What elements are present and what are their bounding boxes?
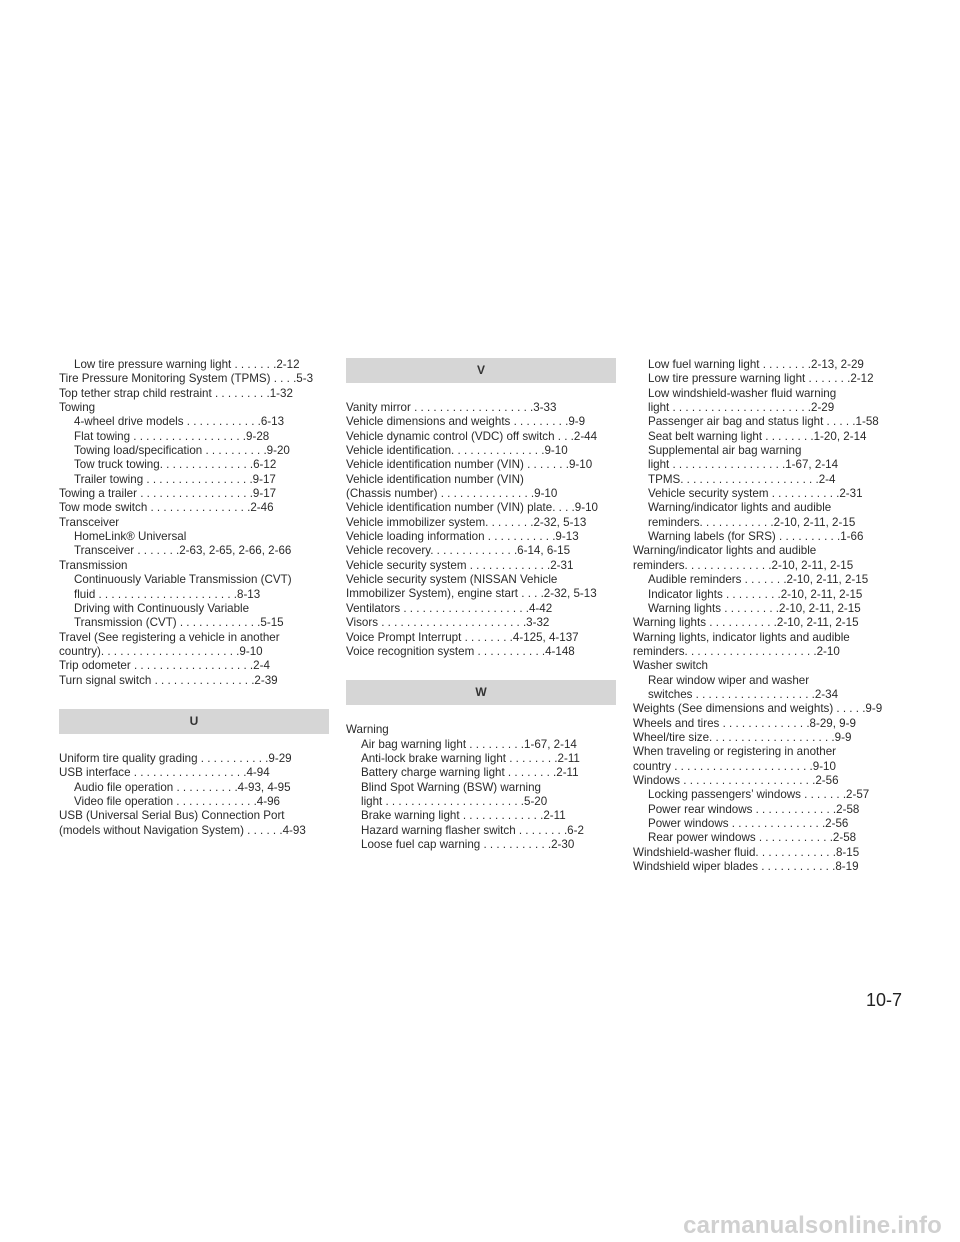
index-subentry: Power windows . . . . . . . . . . . . . . .2-56	[648, 817, 849, 830]
index-subentry: 4-wheel drive models . . . . . . . . . . . .6-13	[74, 415, 285, 429]
index-entry: Vehicle identification number (VIN)	[346, 472, 524, 486]
index-entry: Towing a trailer . . . . . . . . . . . . . . . . . .9-17	[59, 487, 277, 501]
index-subentry: Seat belt warning light . . . . . . . .1-20, 2-14	[648, 429, 867, 443]
index-subentry: Low windshield-washer fluid warning	[648, 386, 837, 400]
index-entry: Towing	[59, 401, 96, 415]
index-entry: Tow mode switch . . . . . . . . . . . . . . . .2-46	[59, 501, 274, 515]
index-entry: Vehicle identification. . . . . . . . . . . . . . .9-10	[346, 444, 568, 458]
watermark-text: carmanualsonline.info	[683, 1212, 942, 1239]
index-entry: Ventilators . . . . . . . . . . . . . . . . . . . .4-42	[346, 601, 553, 615]
index-entry: Windshield wiper blades . . . . . . . . . . . .8-19	[633, 860, 859, 874]
index-entry: Washer switch	[633, 659, 708, 673]
index-subentry: Video file operation . . . . . . . . . . . . .4-96	[74, 794, 281, 808]
index-entry: Warning lights . . . . . . . . . . .2-10, 2-11, 2-15	[633, 616, 859, 630]
index-subentry: Power rear windows . . . . . . . . . . . . .2-58	[648, 802, 860, 816]
index-entry: Vehicle dimensions and weights . . . . . . . . .9-9	[346, 415, 586, 429]
index-entry: Wheels and tires . . . . . . . . . . . . . .8-29, 9-9	[633, 716, 856, 730]
index-column-1	[59, 358, 329, 838]
index-subentry: Blind Spot Warning (BSW) warning	[361, 780, 541, 794]
index-entry: country). . . . . . . . . . . . . . . . . . . . . .9-10	[59, 644, 263, 658]
index-subentry: light . . . . . . . . . . . . . . . . . .1-67, 2-14	[648, 458, 839, 472]
index-entry: Trip odometer . . . . . . . . . . . . . . . . . . .2-4	[59, 659, 270, 673]
index-subentry: TPMS. . . . . . . . . . . . . . . . . . . . . .2-4	[648, 472, 836, 486]
index-column-2	[346, 358, 616, 852]
index-entry: Weights (See dimensions and weights) . . . . .9-9	[633, 702, 883, 716]
index-entry: Immobilizer System), engine start . . . .2-32, 5-13	[346, 587, 597, 601]
section-header-w: W	[346, 680, 616, 705]
index-entry: Vehicle loading information . . . . . . . . . . .9-13	[346, 530, 579, 544]
index-subentry: Tow truck towing. . . . . . . . . . . . . . .6-12	[74, 458, 277, 472]
index-subentry: Audio file operation . . . . . . . . . .4-93, 4-95	[74, 780, 291, 794]
section-header-u: U	[59, 709, 329, 734]
index-subentry: Low tire pressure warning light . . . . . . .2-12	[74, 358, 300, 371]
index-subentry: Low fuel warning light . . . . . . . .2-13, 2-29	[648, 358, 864, 371]
index-subentry: fluid . . . . . . . . . . . . . . . . . . . . . .8-13	[74, 587, 261, 601]
index-subentry: Trailer towing . . . . . . . . . . . . . . . . .9-17	[74, 472, 276, 486]
index-entry: Vehicle recovery. . . . . . . . . . . . . .6-14, 6-15	[346, 544, 571, 558]
index-entry: Vehicle dynamic control (VDC) off switch . . .2-44	[346, 429, 598, 443]
index-entry: Wheel/tire size. . . . . . . . . . . . . . . . . . . .9-9	[633, 730, 852, 744]
index-subentry: Warning labels (for SRS) . . . . . . . . . .1-66	[648, 530, 864, 544]
index-entry: (models without Navigation System) . . . . . .4-93	[59, 823, 306, 837]
index-subentry: Hazard warning flasher switch . . . . . . . .6-2	[361, 823, 584, 837]
index-entry: Top tether strap child restraint . . . . . . . . .1-32	[59, 386, 293, 400]
index-subentry: Audible reminders . . . . . . .2-10, 2-11, 2-15	[648, 573, 869, 587]
index-entry: Tire Pressure Monitoring System (TPMS) . . . .5-3	[59, 372, 314, 386]
index-subentry: Rear window wiper and washer	[648, 673, 810, 687]
index-entry: Uniform tire quality grading . . . . . . . . . . .9-29	[59, 751, 292, 765]
index-entry: country . . . . . . . . . . . . . . . . . . . . . .9-10	[633, 759, 836, 773]
index-subentry: Anti-lock brake warning light . . . . . . . .2-11	[361, 751, 580, 765]
index-entry: Visors . . . . . . . . . . . . . . . . . . . . . . .3-32	[346, 616, 550, 630]
index-subentry: Supplemental air bag warning	[648, 444, 802, 458]
index-subentry: reminders. . . . . . . . . . . .2-10, 2-11, 2-15	[648, 515, 856, 529]
section-header-v: V	[346, 358, 616, 383]
index-subentry: Rear power windows . . . . . . . . . . . .2-58	[648, 831, 857, 845]
index-subentry: Indicator lights . . . . . . . . .2-10, 2-11, 2-15	[648, 587, 863, 601]
index-subentry: Continuously Variable Transmission (CVT)	[74, 573, 292, 587]
index-entry: reminders. . . . . . . . . . . . . . . . . . . . .2-10	[633, 644, 840, 658]
index-subentry: Towing load/specification . . . . . . . . . .9-20	[74, 444, 290, 458]
index-entry: Vehicle identification number (VIN) . . . . . . .9-10	[346, 458, 593, 472]
index-entry: When traveling or registering in another	[633, 745, 836, 759]
index-entry: Voice recognition system . . . . . . . . . . .4-148	[346, 644, 575, 658]
index-entry: Windshield-washer fluid. . . . . . . . . . . . .8-15	[633, 845, 860, 859]
index-entry: Vehicle immobilizer system. . . . . . . .2-32, 5-13	[346, 515, 587, 529]
index-subentry: Low tire pressure warning light . . . . . . .2-12	[648, 372, 874, 386]
index-subentry: Air bag warning light . . . . . . . . .1-67, 2-14	[361, 737, 577, 751]
index-subentry: Warning/indicator lights and audible	[648, 501, 832, 515]
index-subentry: Brake warning light . . . . . . . . . . . . .2-11	[361, 809, 566, 823]
index-column-3	[633, 358, 903, 874]
index-subentry: Locking passengers’ windows . . . . . . .2-57	[648, 788, 870, 802]
index-entry: Vehicle security system . . . . . . . . . . . . .2-31	[346, 558, 574, 572]
index-entry: Vanity mirror . . . . . . . . . . . . . . . . . . .3-33	[346, 401, 557, 414]
index-subentry: light . . . . . . . . . . . . . . . . . . . . . .2-29	[648, 401, 835, 415]
index-subentry: HomeLink® Universal	[74, 530, 187, 544]
index-entry: Turn signal switch . . . . . . . . . . . . . . . .2-39	[59, 673, 278, 687]
index-subentry: Transmission (CVT) . . . . . . . . . . . . .5-15	[74, 616, 284, 630]
index-entry: Warning lights, indicator lights and audible	[633, 630, 850, 644]
index-entry: Windows . . . . . . . . . . . . . . . . . . . . .2-56	[633, 773, 839, 787]
index-subentry: switches . . . . . . . . . . . . . . . . . . .2-34	[648, 687, 839, 701]
page-number: 10-7	[865, 990, 902, 1010]
index-subentry: Vehicle security system . . . . . . . . . . .2-31	[648, 487, 863, 501]
index-subentry: Battery charge warning light . . . . . . . .2-11	[361, 766, 579, 780]
index-entry: Warning/indicator lights and audible	[633, 544, 817, 558]
index-subentry: Transceiver . . . . . . .2-63, 2-65, 2-66, 2-66	[74, 544, 292, 558]
index-subentry: Driving with Continuously Variable	[74, 601, 250, 615]
index-entry: reminders. . . . . . . . . . . . . .2-10, 2-11, 2-15	[633, 558, 854, 572]
index-entry: Vehicle identification number (VIN) plate. . . .9-10	[346, 501, 598, 515]
index-entry: Vehicle security system (NISSAN Vehicle	[346, 573, 558, 587]
index-entry: Travel (See registering a vehicle in another	[59, 630, 280, 644]
index-entry: USB (Universal Serial Bus) Connection Port	[59, 809, 285, 823]
index-subentry: Warning lights . . . . . . . . .2-10, 2-11, 2-15	[648, 601, 861, 615]
index-entry: Voice Prompt Interrupt . . . . . . . .4-125, 4-137	[346, 630, 579, 644]
index-subentry: light . . . . . . . . . . . . . . . . . . . . . .5-20	[361, 794, 548, 808]
index-subentry: Passenger air bag and status light . . . . .1-58	[648, 415, 879, 429]
index-entry: Transceiver	[59, 515, 120, 529]
index-entry: Transmission	[59, 558, 128, 572]
index-entry: USB interface . . . . . . . . . . . . . . . . . .4-94	[59, 766, 270, 780]
index-entry: (Chassis number) . . . . . . . . . . . . . . .9-10	[346, 487, 558, 501]
index-entry: Warning	[346, 723, 389, 737]
index-subentry: Loose fuel cap warning . . . . . . . . . . .2-30	[361, 837, 575, 851]
index-subentry: Flat towing . . . . . . . . . . . . . . . . . .9-28	[74, 429, 270, 443]
